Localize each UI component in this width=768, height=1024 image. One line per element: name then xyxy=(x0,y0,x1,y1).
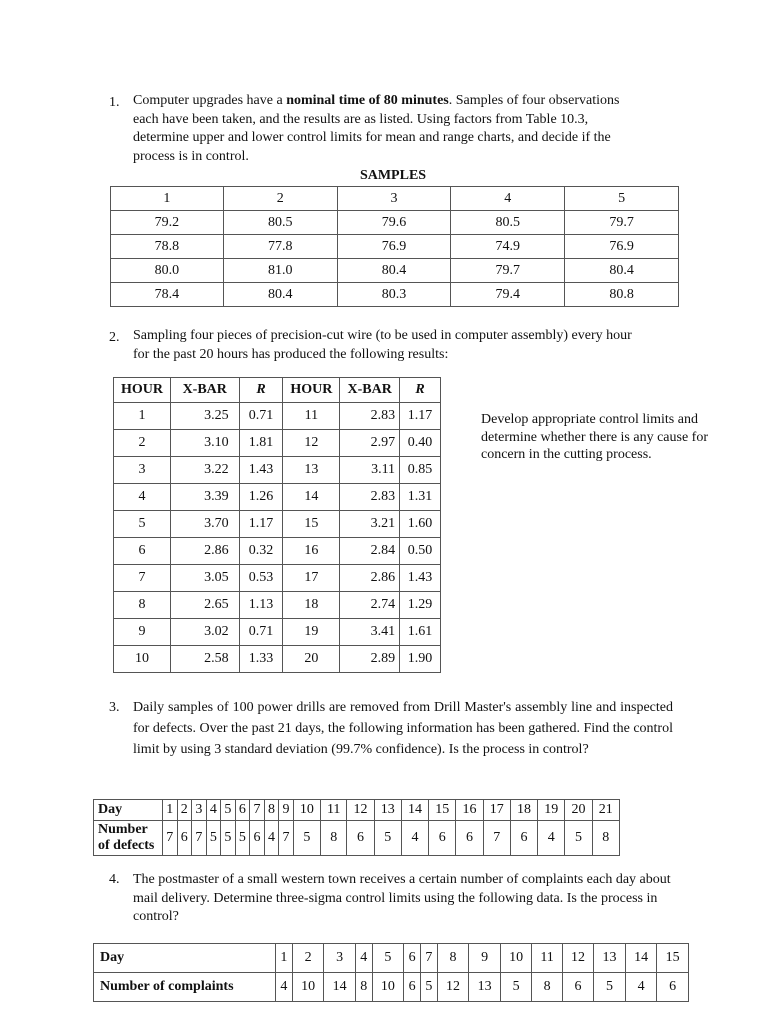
hour-data-cell: 3.70 xyxy=(170,511,239,538)
hour-data-cell: 11 xyxy=(283,403,340,430)
q1-table-caption: SAMPLES xyxy=(359,168,427,183)
hour-data-cell: 1.17 xyxy=(239,511,283,538)
day-cell: 14 xyxy=(625,944,657,973)
q2-text: Sampling four pieces of precision-cut wire (to be used in computer assembly) every hour for the past 20 hours has produced the following results: xyxy=(133,328,632,362)
hour-data-cell: 3.41 xyxy=(340,619,400,646)
defect-count-cell: 7 xyxy=(163,821,178,856)
day-cell: 10 xyxy=(293,800,320,821)
hour-data-cell: 6 xyxy=(114,538,171,565)
hour-data-cell: 10 xyxy=(114,646,171,673)
complaint-count-cell: 10 xyxy=(372,973,404,1002)
defect-count-cell: 5 xyxy=(221,821,236,856)
q4-day-row xyxy=(94,944,689,973)
defect-count-cell: 5 xyxy=(206,821,221,856)
day-cell: 2 xyxy=(177,800,192,821)
q4-text: The postmaster of a small western town receives a certain number of complaints each day about mail delivery. Determine three-sigma control limits using the following data. Is the process in control? xyxy=(133,872,671,924)
sample-value-cell: 76.9 xyxy=(565,235,679,259)
day-cell: 2 xyxy=(292,944,324,973)
defect-count-cell: 5 xyxy=(374,821,401,856)
column-header: HOUR xyxy=(114,378,171,403)
hour-data-cell: 0.85 xyxy=(400,457,441,484)
day-cell: 4 xyxy=(355,944,372,973)
complaint-count-cell: 6 xyxy=(404,973,421,1002)
hour-data-cell: 1.17 xyxy=(400,403,441,430)
day-cell: 1 xyxy=(276,944,293,973)
defect-count-cell: 7 xyxy=(483,821,510,856)
complaint-count-cell: 10 xyxy=(292,973,324,1002)
q2-side-instructions: Develop appropriate control limits and determine whether there is any cause for concern in the cutting process. xyxy=(481,412,709,462)
complaint-count-cell: 4 xyxy=(276,973,293,1002)
defect-count-cell: 6 xyxy=(177,821,192,856)
sample-value-cell: 78.8 xyxy=(111,235,224,259)
day-cell: 3 xyxy=(192,800,207,821)
defects-label: Number of defects xyxy=(94,821,163,856)
hour-data-cell: 0.40 xyxy=(400,430,441,457)
day-cell: 10 xyxy=(500,944,532,973)
sample-header-cell: 2 xyxy=(223,187,337,211)
table-row xyxy=(114,484,441,511)
hour-data-cell: 1.33 xyxy=(239,646,283,673)
hour-data-cell: 1.90 xyxy=(400,646,441,673)
complaint-count-cell: 5 xyxy=(420,973,437,1002)
sample-value-cell: 80.5 xyxy=(223,211,337,235)
hour-data-cell: 2.89 xyxy=(340,646,400,673)
column-header: X-BAR xyxy=(170,378,239,403)
hour-data-cell: 1.31 xyxy=(400,484,441,511)
q4-number: 4. xyxy=(109,872,120,887)
sample-value-cell: 74.9 xyxy=(451,235,565,259)
table-row xyxy=(114,646,441,673)
q1-header-row xyxy=(111,187,679,211)
hour-data-cell: 0.71 xyxy=(239,619,283,646)
defect-count-cell: 6 xyxy=(429,821,456,856)
day-label: Day xyxy=(94,944,276,973)
day-cell: 17 xyxy=(483,800,510,821)
q3-defects-table xyxy=(93,799,620,856)
hour-data-cell: 1.29 xyxy=(400,592,441,619)
hour-data-cell: 5 xyxy=(114,511,171,538)
complaint-count-cell: 4 xyxy=(625,973,657,1002)
defect-count-cell: 7 xyxy=(192,821,207,856)
hour-data-cell: 2.83 xyxy=(340,484,400,511)
hour-data-cell: 4 xyxy=(114,484,171,511)
hour-data-cell: 1.60 xyxy=(400,511,441,538)
hour-data-cell: 15 xyxy=(283,511,340,538)
hour-data-cell: 0.53 xyxy=(239,565,283,592)
defect-count-cell: 5 xyxy=(293,821,320,856)
hour-data-cell: 1.81 xyxy=(239,430,283,457)
q2-header-row xyxy=(114,378,441,403)
day-cell: 13 xyxy=(594,944,626,973)
column-header: R xyxy=(400,378,441,403)
complaint-count-cell: 8 xyxy=(355,973,372,1002)
table-row xyxy=(114,619,441,646)
hour-data-cell: 3.22 xyxy=(170,457,239,484)
day-cell: 19 xyxy=(538,800,565,821)
hour-data-cell: 14 xyxy=(283,484,340,511)
defect-count-cell: 6 xyxy=(456,821,483,856)
day-cell: 20 xyxy=(565,800,592,821)
q2-hourly-table xyxy=(113,377,441,673)
hour-data-cell: 3.39 xyxy=(170,484,239,511)
hour-data-cell: 3.02 xyxy=(170,619,239,646)
day-cell: 4 xyxy=(206,800,221,821)
sample-value-cell: 79.2 xyxy=(111,211,224,235)
sample-value-cell: 80.8 xyxy=(565,283,679,307)
hour-data-cell: 1.61 xyxy=(400,619,441,646)
day-cell: 18 xyxy=(510,800,537,821)
hour-data-cell: 3.25 xyxy=(170,403,239,430)
table-row xyxy=(111,283,679,307)
sample-value-cell: 80.4 xyxy=(223,283,337,307)
sample-value-cell: 80.0 xyxy=(111,259,224,283)
defect-count-cell: 5 xyxy=(235,821,250,856)
complaint-count-cell: 5 xyxy=(500,973,532,1002)
hour-data-cell: 2.65 xyxy=(170,592,239,619)
day-cell: 11 xyxy=(532,944,562,973)
table-row xyxy=(114,430,441,457)
complaint-count-cell: 6 xyxy=(657,973,689,1002)
sample-value-cell: 81.0 xyxy=(223,259,337,283)
hour-data-cell: 1.13 xyxy=(239,592,283,619)
hour-data-cell: 3.10 xyxy=(170,430,239,457)
sample-value-cell: 80.4 xyxy=(565,259,679,283)
sample-value-cell: 80.5 xyxy=(451,211,565,235)
hour-data-cell: 7 xyxy=(114,565,171,592)
table-row xyxy=(114,403,441,430)
hour-data-cell: 20 xyxy=(283,646,340,673)
complaints-label: Number of complaints xyxy=(94,973,276,1002)
hour-data-cell: 2.97 xyxy=(340,430,400,457)
hour-data-cell: 3 xyxy=(114,457,171,484)
sample-header-cell: 4 xyxy=(451,187,565,211)
day-cell: 7 xyxy=(250,800,265,821)
day-cell: 8 xyxy=(264,800,279,821)
q4-complaints-table xyxy=(93,943,689,1002)
complaint-count-cell: 5 xyxy=(594,973,626,1002)
hour-data-cell: 19 xyxy=(283,619,340,646)
day-cell: 7 xyxy=(420,944,437,973)
q3-day-row xyxy=(94,800,620,821)
hour-data-cell: 2.86 xyxy=(340,565,400,592)
day-cell: 5 xyxy=(372,944,404,973)
day-cell: 12 xyxy=(347,800,374,821)
hour-data-cell: 2.83 xyxy=(340,403,400,430)
hour-data-cell: 2.74 xyxy=(340,592,400,619)
q1-bold-text: nominal time of 80 minutes xyxy=(286,93,449,108)
complaint-count-cell: 12 xyxy=(437,973,469,1002)
column-header: X-BAR xyxy=(340,378,400,403)
defect-count-cell: 4 xyxy=(538,821,565,856)
defect-count-cell: 7 xyxy=(279,821,294,856)
hour-data-cell: 0.71 xyxy=(239,403,283,430)
q3-number: 3. xyxy=(109,700,120,715)
table-row xyxy=(111,211,679,235)
day-cell: 9 xyxy=(469,944,501,973)
q3-text: Daily samples of 100 power drills are removed from Drill Master's assembly line and inspected for defects. Over the past 21 days, the following information has been gathered. Find the control limit by using 3 standard deviation (99.7% confidence). Is the process in control? xyxy=(133,700,673,757)
sample-value-cell: 79.4 xyxy=(451,283,565,307)
hour-data-cell: 2 xyxy=(114,430,171,457)
day-cell: 1 xyxy=(163,800,178,821)
hour-data-cell: 3.05 xyxy=(170,565,239,592)
table-row xyxy=(114,565,441,592)
day-cell: 11 xyxy=(321,800,347,821)
hour-data-cell: 8 xyxy=(114,592,171,619)
defect-count-cell: 6 xyxy=(510,821,537,856)
sample-header-cell: 5 xyxy=(565,187,679,211)
day-cell: 15 xyxy=(429,800,456,821)
hour-data-cell: 16 xyxy=(283,538,340,565)
q1-number: 1. xyxy=(109,95,120,110)
sample-value-cell: 79.7 xyxy=(565,211,679,235)
hour-data-cell: 0.32 xyxy=(239,538,283,565)
table-row xyxy=(111,235,679,259)
defect-count-cell: 5 xyxy=(565,821,592,856)
table-row xyxy=(114,457,441,484)
day-cell: 16 xyxy=(456,800,483,821)
day-cell: 9 xyxy=(279,800,294,821)
sample-value-cell: 79.6 xyxy=(337,211,451,235)
day-cell: 5 xyxy=(221,800,236,821)
day-cell: 21 xyxy=(592,800,619,821)
complaint-count-cell: 14 xyxy=(324,973,356,1002)
day-cell: 13 xyxy=(374,800,401,821)
sample-value-cell: 80.4 xyxy=(337,259,451,283)
hour-data-cell: 1.43 xyxy=(400,565,441,592)
table-row xyxy=(114,592,441,619)
hour-data-cell: 18 xyxy=(283,592,340,619)
hour-data-cell: 0.50 xyxy=(400,538,441,565)
column-header: R xyxy=(239,378,283,403)
defect-count-cell: 6 xyxy=(347,821,374,856)
complaint-count-cell: 8 xyxy=(532,973,562,1002)
defect-count-cell: 4 xyxy=(264,821,279,856)
hour-data-cell: 1.26 xyxy=(239,484,283,511)
sample-header-cell: 1 xyxy=(111,187,224,211)
complaint-count-cell: 13 xyxy=(469,973,501,1002)
hour-data-cell: 13 xyxy=(283,457,340,484)
day-cell: 15 xyxy=(657,944,689,973)
defect-count-cell: 4 xyxy=(401,821,428,856)
table-row xyxy=(114,511,441,538)
hour-data-cell: 2.86 xyxy=(170,538,239,565)
day-cell: 12 xyxy=(562,944,594,973)
hour-data-cell: 12 xyxy=(283,430,340,457)
hour-data-cell: 9 xyxy=(114,619,171,646)
day-label: Day xyxy=(94,800,163,821)
hour-data-cell: 3.11 xyxy=(340,457,400,484)
table-row xyxy=(114,538,441,565)
sample-value-cell: 79.7 xyxy=(451,259,565,283)
sample-value-cell: 80.3 xyxy=(337,283,451,307)
q3-defects-row xyxy=(94,821,620,856)
day-cell: 3 xyxy=(324,944,356,973)
column-header: HOUR xyxy=(283,378,340,403)
hour-data-cell: 17 xyxy=(283,565,340,592)
q4-complaints-row xyxy=(94,973,689,1002)
table-row xyxy=(111,259,679,283)
sample-header-cell: 3 xyxy=(337,187,451,211)
q1-text: Computer upgrades have a nominal time of 80 minutes. Samples of four observations each have been taken, and the results are as listed. Using factors from Table 10.3, determine upper and lower control limits for mean and range charts, and decide if the process is in control. xyxy=(133,93,620,164)
hour-data-cell: 1.43 xyxy=(239,457,283,484)
sample-value-cell: 78.4 xyxy=(111,283,224,307)
day-cell: 6 xyxy=(404,944,421,973)
q2-number: 2. xyxy=(109,330,120,345)
defect-count-cell: 8 xyxy=(321,821,347,856)
q1-samples-table xyxy=(110,186,679,307)
hour-data-cell: 1 xyxy=(114,403,171,430)
hour-data-cell: 2.84 xyxy=(340,538,400,565)
sample-value-cell: 77.8 xyxy=(223,235,337,259)
sample-value-cell: 76.9 xyxy=(337,235,451,259)
hour-data-cell: 2.58 xyxy=(170,646,239,673)
complaint-count-cell: 6 xyxy=(562,973,594,1002)
day-cell: 14 xyxy=(401,800,428,821)
defect-count-cell: 6 xyxy=(250,821,265,856)
day-cell: 8 xyxy=(437,944,469,973)
day-cell: 6 xyxy=(235,800,250,821)
defect-count-cell: 8 xyxy=(592,821,619,856)
hour-data-cell: 3.21 xyxy=(340,511,400,538)
